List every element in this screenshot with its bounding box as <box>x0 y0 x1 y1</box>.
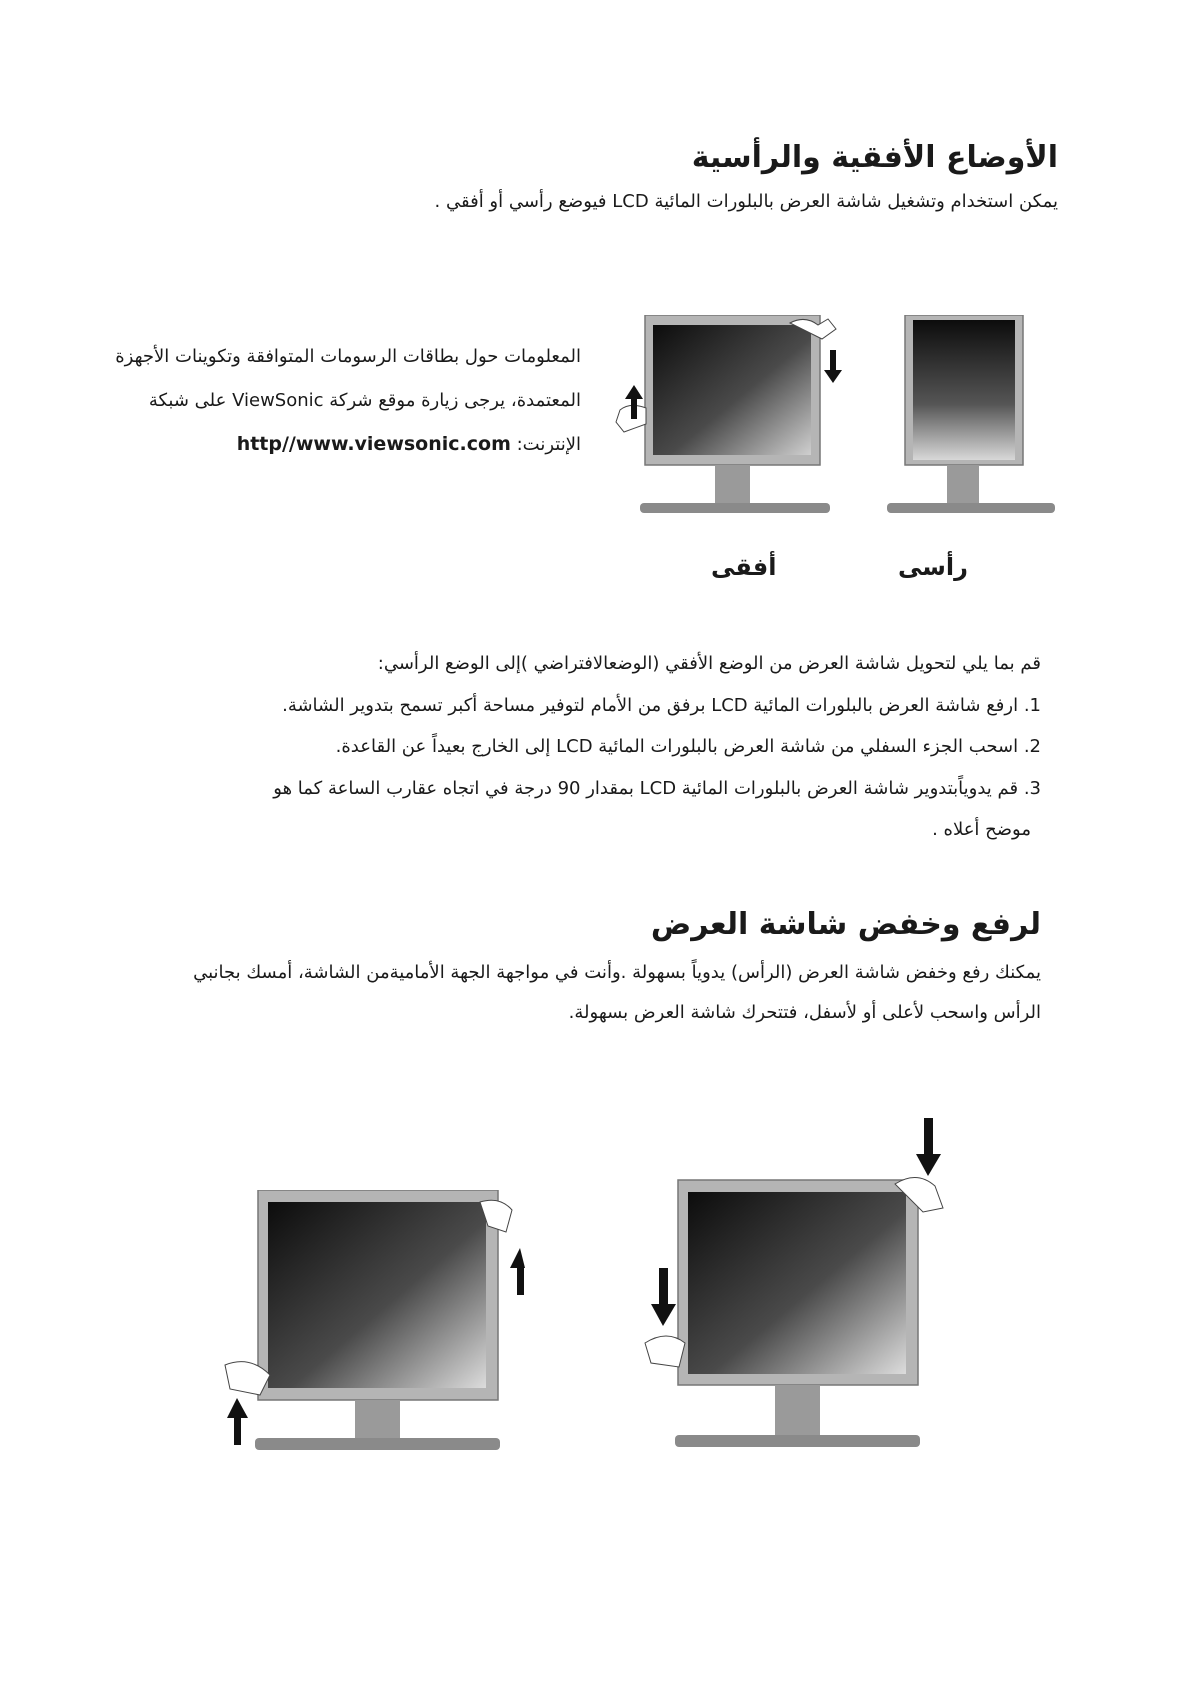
instructions-intro: قم بما يلي لتحويل شاشة العرض من الوضع الأفقي (الوضعالافتراضي )إلى الوضع الرأسي: <box>377 653 1041 674</box>
instruction-step-1: 1. ارفع شاشة العرض بالبلورات المائية LCD برفق من الأمام لتوفير مساحة أكبر تسمح بتدوير الشاشة. <box>282 694 1041 716</box>
monitor-lower-illustration <box>640 1118 970 1458</box>
instruction-step-2: 2. اسحب الجزء السفلي من شاشة العرض بالبلورات المائية LCD إلى الخارج بعيداً عن القاعدة. <box>335 736 1041 758</box>
monitor-raise-illustration <box>220 1190 525 1460</box>
height-desc-line-1: يمكنك رفع وخفض شاشة العرض (الرأس) يدوياً بسهولة .وأنت في مواجهة الجهة الأماميةمن الشاشة، أمسك بجانبي <box>193 962 1041 983</box>
section-title-orientation: الأوضاع الأفقية والرأسية <box>691 140 1058 175</box>
monitor-portrait-illustration <box>885 315 1060 520</box>
instruction-step-3-cont: موضح أعلاه . <box>932 819 1031 841</box>
info-line-2: المعتمدة، يرجى زيارة موقع شركة ViewSonic على شبكة <box>148 389 581 411</box>
viewsonic-url: http//www.viewsonic.com <box>236 433 511 456</box>
height-description <box>41 962 1041 1041</box>
caption-portrait: رأسى <box>898 553 968 581</box>
info-line-1: المعلومات حول بطاقات الرسومات المتوافقة وتكوينات الأجهزة <box>115 346 581 367</box>
info-line-3 <box>21 433 581 456</box>
height-desc-line-2: الرأس واسحب لأعلى أو لأسفل، فتتحرك شاشة العرض بسهولة. <box>568 1001 1041 1023</box>
section-title-height: لرفع وخفض شاشة العرض <box>650 907 1041 942</box>
section-intro-text: يمكن استخدام وتشغيل شاشة العرض بالبلورات المائية LCD فيوضع رأسي أو أفقي . <box>434 191 1058 212</box>
instruction-step-3: 3. قم يدوياًبتدوير شاشة العرض بالبلورات المائية LCD بمقدار 90 درجة في اتجاه عقارب الساعة كما هو <box>273 777 1041 799</box>
monitor-landscape-rotate-illustration <box>610 315 860 520</box>
rotation-instructions <box>41 653 1041 861</box>
caption-landscape: أفقى <box>711 553 777 581</box>
info-url-label: الإنترنت: <box>516 434 581 456</box>
info-text-block <box>21 346 581 478</box>
